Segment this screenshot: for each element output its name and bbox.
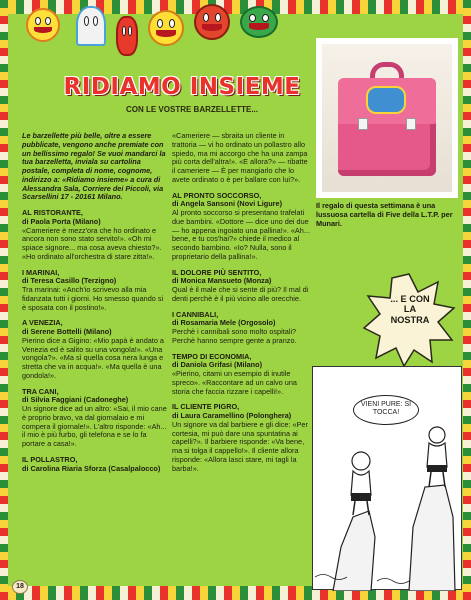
bag-clasp-left xyxy=(358,118,368,130)
joke-heading: TRA CANI, xyxy=(22,386,59,396)
joke-text: Al pronto soccorso si presentano trafelati due bambini. «Dottore — dice uno dei due — ho appena ingoiato una pallina!». «Ah... bene, e tu cos'hai?» chiede il medico al secondo bambino. «Io? Nulla, sono il proprietario della pallina!». xyxy=(172,208,310,261)
intro-paragraph: Le barzellette più belle, oltre a essere pubblicate, vengono anche premiate con un bellissimo regalo! Se vuoi mandarci la tua barzelletta, inviala su cartolina postale, completa di nome, cognome, indirizzo a: «Ridiamo insieme» a cura di Alessandra Sala, Corriere dei Piccoli, via Scarsellini 17 - 20161 Milano. xyxy=(22,131,166,202)
joke-item xyxy=(172,192,310,262)
decorative-border-left xyxy=(0,0,8,600)
joke-heading: I MARINAI, xyxy=(22,267,60,277)
callout-text: ... E CON LA NOSTRA xyxy=(390,294,430,325)
joke-item xyxy=(22,456,168,474)
text-column-middle xyxy=(172,132,310,473)
joke-author: di Serene Bottelli (Milano) xyxy=(22,327,112,336)
joke-text: Qual è il male che si sente di più? Il mal di denti perchè è il più vicino alle orecchie. xyxy=(172,285,309,303)
joke-continuation: «Cameriere — sbraita un cliente in trattoria — vi ho ordinato un pollastro allo spiedo, ma mi accorgo che ha una zampa più corta dell'altra!». «E allora?» — ribatte il cameriere — È per mangiarlo che lo avete ordinato o è per ballare con lui?». xyxy=(172,131,308,184)
joke-author: di Teresa Casillo (Terzigno) xyxy=(22,276,117,286)
joke-item xyxy=(172,269,310,304)
frog-mascot-icon xyxy=(240,6,278,38)
joke-item xyxy=(172,403,310,473)
joke-item xyxy=(172,311,310,346)
joke-text: «Pierino, citami un esempio di inutile spreco». «Raccontare ad un calvo una storia che faccia rizzare i capelli!». xyxy=(172,369,297,396)
joke-author: di Paola Porta (Milano) xyxy=(22,216,101,226)
text-column-left xyxy=(22,132,168,473)
joke-item xyxy=(22,388,168,449)
joke-text: Un signore dice ad un altro: «Sai, il mio cane è proprio bravo, va dal giornalaio e mi compera il giornale!». L'altro risponde: «Ah... il mio è più furbo, gli telefona e se lo fa portare a casa!». xyxy=(22,404,167,448)
page-subtitle: CON LE VOSTRE BARZELLETTE... xyxy=(125,105,258,114)
bag-illustration xyxy=(366,86,406,114)
joke-item xyxy=(22,319,168,380)
joke-heading: AL PRONTO SOCCORSO, xyxy=(172,190,262,200)
sausage-mascot-icon xyxy=(116,16,138,56)
joke-author: di Laura Caramellino (Polonghera) xyxy=(172,411,292,420)
tomato-mascot-icon xyxy=(194,4,230,40)
joke-heading: IL POLLASTRO, xyxy=(22,454,78,464)
page-number: 18 xyxy=(12,580,28,594)
joke-item xyxy=(22,269,168,313)
joke-author: di Silvia Faggiani (Cadoneghe) xyxy=(22,395,129,405)
joke-heading: A VENEZIA, xyxy=(22,318,63,328)
joke-author: di Daniola Grifasi (Milano) xyxy=(172,360,263,370)
pacman-mascot-icon xyxy=(26,8,60,42)
page-title: RIDIAMO INSIEME xyxy=(63,74,301,100)
joke-item xyxy=(172,353,310,397)
joke-text: Pierino dice a Gigino: «Mio papà è andato a Venezia ed è salito su una vongola!». «Una vongola?». «Ma sì quella cosa nera lunga e stretta che va in acqua!». «Ma quella è una gondola!». xyxy=(22,335,164,380)
bag-clasp-right xyxy=(406,118,416,130)
joke-text: Un signore va dal barbiere e gli dice: «Per cortesia, mi può dare una spuntatina ai capelli?». Il barbiere risponde: «Va bene, ma si tolga il cappello!». Il cliente allora risponde: «Allora lasci stare, mi tagli la barba!». xyxy=(172,419,308,473)
joke-heading: IL DOLORE PIÙ SENTITO, xyxy=(172,267,262,277)
joke-heading: TEMPO DI ECONOMIA, xyxy=(172,351,252,361)
joke-text: «Cameriere è mezz'ora che ho ordinato e ancora non sono stato servito!». «Oh mi spiace signore... ma cosa aveva chiesto?». «Ho ordinato all'orchestra di stare zitta!». xyxy=(22,225,162,261)
ghost-mascot-icon xyxy=(76,6,106,46)
smiley-mascot-icon xyxy=(148,10,184,46)
joke-heading: IL CLIENTE PIGRO, xyxy=(172,402,240,412)
joke-text: Tra marinai: «Anch'io scrivevo alla mia fidanzata tutti i giorni. Ho smesso quando si è sposata con il postino!». xyxy=(22,285,164,312)
speech-bubble: VIENI PURE: SI TOCCA! xyxy=(353,395,419,425)
callout-starburst xyxy=(362,272,456,368)
joke-author: di Monica Mansueto (Monza) xyxy=(172,276,272,286)
joke-author: di Carolina Riaria Sforza (Casalpalocco) xyxy=(22,463,161,473)
photo-caption: Il regalo di questa settimana è una lussuosa cartella di Five della L.T.P. per Munari. xyxy=(316,201,453,228)
joke-author: di Rosamaria Mele (Orgosolo) xyxy=(172,318,276,328)
decorative-border-right xyxy=(463,0,471,600)
joke-item xyxy=(22,209,168,262)
header-mascots xyxy=(18,2,318,64)
joke-text: Perchè i cannibali sono molto ospitali? Perchè hanno sempre gente a pranzo. xyxy=(172,327,297,345)
joke-heading: AL RISTORANTE, xyxy=(22,208,83,217)
joke-heading: I CANNIBALI, xyxy=(172,309,219,319)
prize-photo xyxy=(316,38,458,198)
joke-author: di Angela Sansoni (Novi Ligure) xyxy=(172,199,283,209)
cartoon-strip xyxy=(312,366,462,590)
